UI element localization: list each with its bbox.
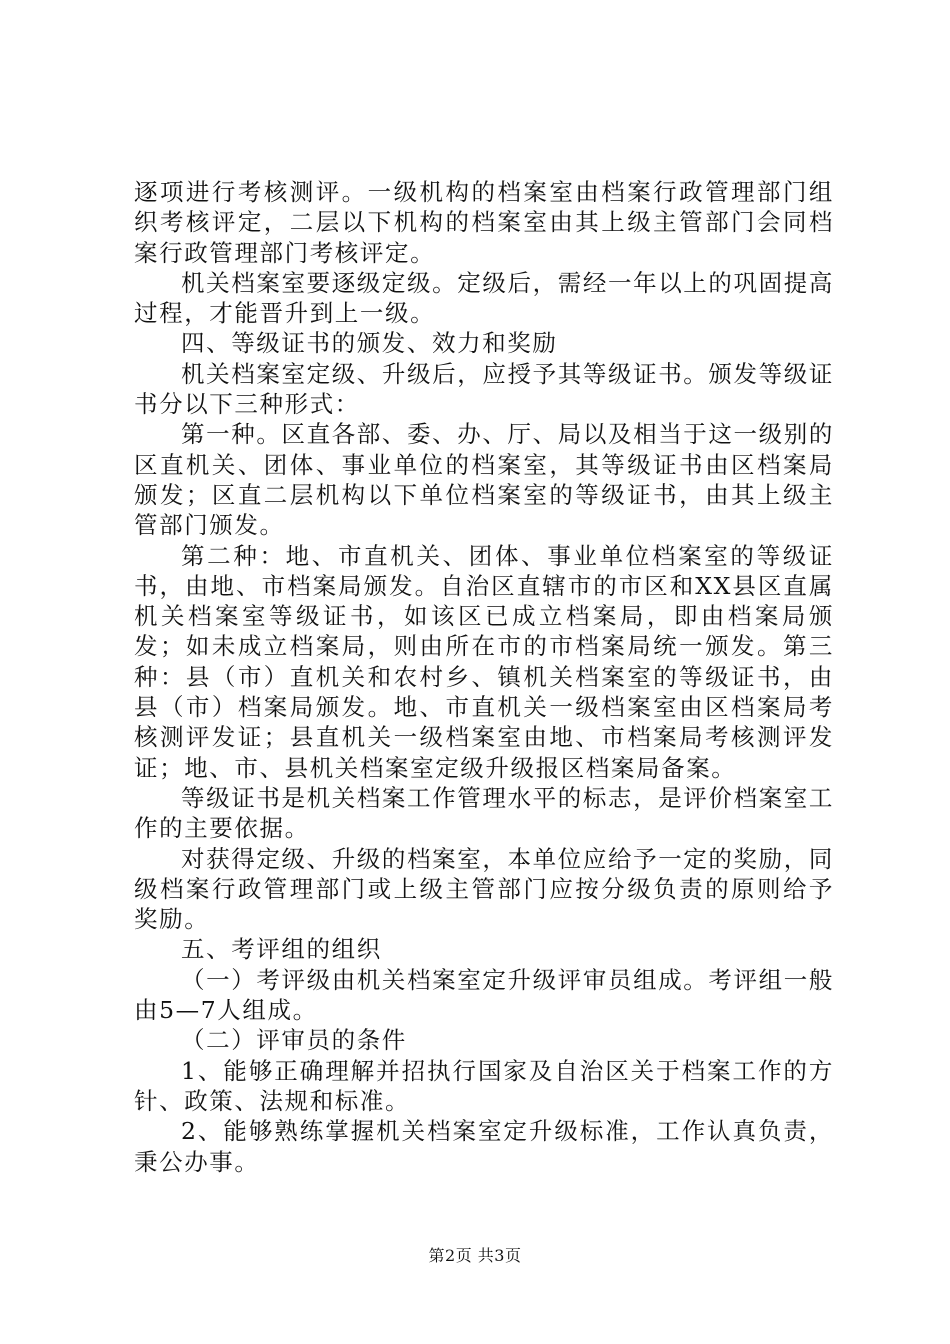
paragraph: （一）考评级由机关档案室定升级评审员组成。考评组一般由5—7人组成。 [134,965,834,1025]
list-item: 1、能够正确理解并招执行国家及自治区关于档案工作的方针、政策、法规和标准。 [134,1056,834,1115]
section-heading: 五、考评组的组织 [181,935,382,964]
paragraph: 机关档案室定级、升级后，应授予其等级证书。颁发等级证书分以下三种形式： [134,359,834,419]
paragraph: 逐项进行考核测评。一级机构的档案室由档案行政管理部门组织考核评定，二层以下机构的档案室由其上级主管部门会同档案行政管理部门考核评定。 [134,178,834,267]
paragraph: 等级证书是机关档案工作管理水平的标志，是评价档案室工作的主要依据。 [134,783,834,843]
paragraph: 第一种。区直各部、委、办、厅、局以及相当于这一级别的区直机关、团体、事业单位的档案室，其等级证书由区档案局颁发；区直二层机构以下单位档案室的等级证书，由其上级主管部门颁发。 [134,420,834,540]
page-number-footer: 第2页 共3页 [428,1246,522,1265]
sub-heading: （二）评审员的条件 [181,1026,407,1055]
paragraph: 对获得定级、升级的档案室，本单位应给予一定的奖励，同级档案行政管理部门或上级主管部门应按分级负责的原则给予奖励。 [134,844,834,934]
paragraph: 第二种：地、市直机关、团体、事业单位档案室的等级证书，由地、市档案局颁发。自治区直辖市的市区和XX县区直属机关档案室等级证书，如该区已成立档案局，即由档案局颁发；如未成立档案局，则由所在市的市档案局统一颁发。第三种：县（市）直机关和农村乡、镇机关档案室的等级证书，由县（市）档案局颁发。地、市直机关一级档案室由区档案局考核测评发证；县直机关一级档案室由地、市档案局考核测评发证；地、市、县机关档案室定级升级报区档案局备案。 [134,541,834,782]
section-heading: 四、等级证书的颁发、效力和奖励 [181,329,558,358]
paragraph: 机关档案室要逐级定级。定级后，需经一年以上的巩固提高过程，才能晋升到上一级。 [134,268,834,328]
document-body [134,177,834,1177]
list-item: 2、能够熟练掌握机关档案室定升级标准，工作认真负责，秉公办事。 [134,1117,834,1176]
